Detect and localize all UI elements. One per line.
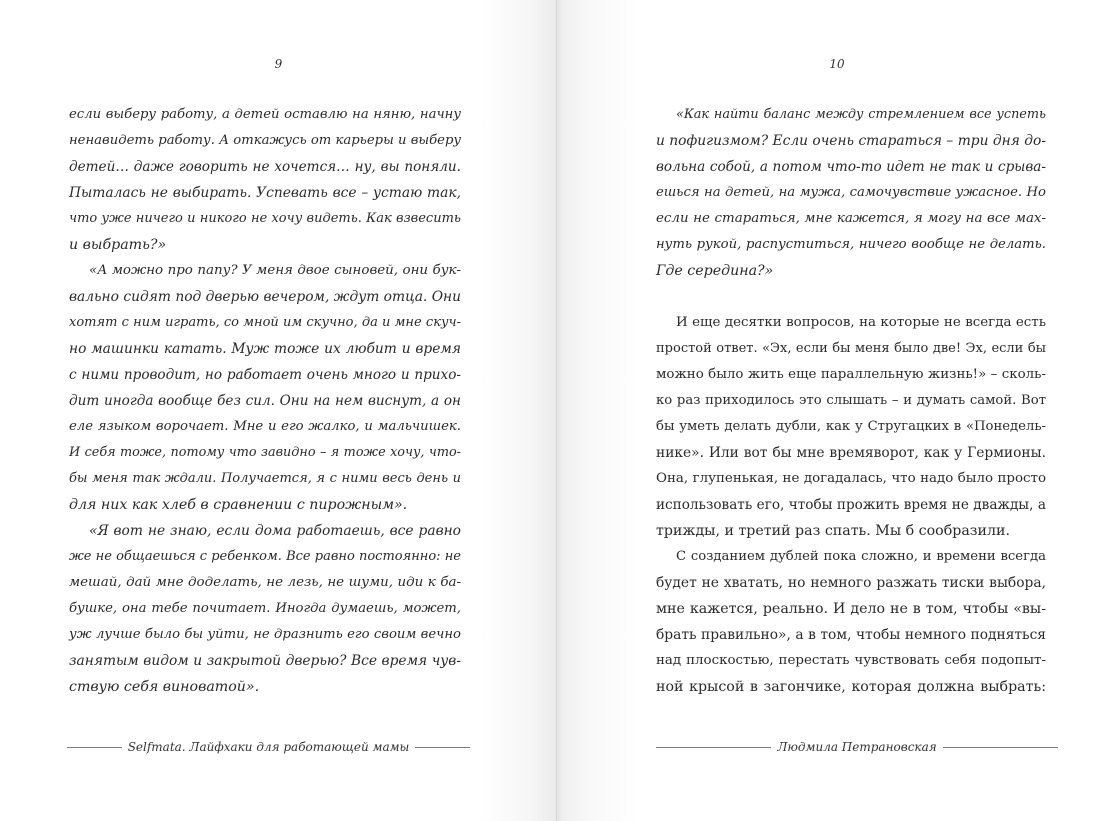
text-line: детей… даже говорить не хочется… ну, вы поняли. [69,159,461,175]
page-number: 9 [274,57,283,71]
text-line: будет не хватать, но немного разжать тиски выбора, [656,575,1046,591]
text-line: над плоскостью, перестать чувствовать себя подопыт- [656,653,1046,668]
text-line: можно было жить еще параллельную жизнь!» – сколь- [656,367,1046,382]
text-line: Пыталась не выбирать. Успевать все – устаю так, [69,185,461,201]
paragraph [656,544,1046,700]
text-line: если выберу работу, а детей оставлю на няню, начну [69,107,461,122]
text-line: хотят с ним играть, со мной им скучно, да и мне скуч- [69,315,461,330]
text-line: мешай, дай мне доделать, не лезь, не шуми, иди к ба- [69,575,461,590]
text-line: дит иногда вообще без сил. Они на нем виснут, а он [69,393,461,409]
text-line: брать правильно», а в том, чтобы немного подняться [656,627,1046,643]
text-line: нике». Или вот бы мне времяворот, как у Гермионы. [656,445,1046,461]
text-line: и выбрать?» [69,237,167,253]
footer-rule-left [656,747,771,748]
text-line: вально сидят под дверью вечером, ждут отца. Они [69,289,461,305]
paragraph [69,518,461,700]
running-footer-author [656,738,1058,756]
text-line: использовать его, чтобы прожить время не дважды, а [656,497,1046,513]
text-line: и пофигизмом? Если очень стараться – три дня до- [656,133,1046,149]
text-line: простой ответ. «Эх, если бы меня было две! Эх, если бы [656,341,1046,356]
text-line: С созданием дублей пока сложно, и времени всегда [676,549,1046,564]
paragraph [69,102,461,258]
text-line: Она, глупенькая, не догадалась, что надо было просто [656,471,1046,486]
text-line: вольна собой, а потом что-то идет не так и срыва- [656,159,1046,175]
footer-rule-right [415,747,470,748]
text-line: «Я вот не знаю, если дома работаешь, все равно [89,523,461,539]
paragraph [656,310,1046,544]
text-line: И себя тоже, потому что завидно – я тоже хочу, что- [69,445,461,460]
text-line: уж лучше было бы уйти, не дразнить его своим вечно [69,627,461,642]
text-line: что уже ничего и никого не хочу видеть. Как взвесить [69,211,461,226]
text-line: бы меня так ждали. Получается, я с ними весь день и [69,471,461,486]
left-page[interactable] [0,0,557,821]
page-body [69,102,461,700]
page-body [656,102,1046,700]
text-line: если не стараться, мне кажется, я могу на все мах- [656,211,1046,226]
text-line: еле языком ворочает. Мне и его жалко, и мальчишек. [69,419,461,434]
text-line: ко раз приходилось это слышать – и думать самой. Вот [656,393,1046,408]
running-footer-book-title [67,738,470,756]
text-line: Где середина?» [656,263,774,279]
text-line: «А можно про папу? У меня двое сыновей, они бук- [89,263,461,278]
text-line: с ними проводит, но работает очень много и прихо- [69,367,461,383]
right-page[interactable] [557,0,1117,821]
text-line: же не общаешься с ребенком. Все равно постоянно: не [69,549,461,564]
paragraph [69,258,461,518]
text-line: ной крысой в загончике, которая должна выбрать: [656,679,1046,695]
text-line: ешься на детей, на мужа, самочувствие ужасное. Но [656,185,1046,200]
text-line: бы уметь делать дубли, как у Стругацких в «Понедель- [656,419,1046,434]
text-line: для них как хлеб в сравнении с пирожным». [69,497,408,513]
text-line: мне кажется, реально. И дело не в том, чтобы «вы- [656,601,1046,617]
text-line: бушке, она тебе почитает. Иногда думаешь, может, [69,601,461,616]
author-name: Людмила Петрановская [777,740,937,754]
text-line: ствую себя виноватой». [69,679,260,695]
text-line: трижды, и третий раз спать. Мы б сообразили. [656,523,1010,539]
text-line: нуть рукой, распуститься, ничего вообще не делать. [656,237,1046,252]
text-line: И еще десятки вопросов, на которые не всегда есть [676,315,1046,330]
text-line: но машинки катать. Муж тоже их любит и время [69,341,461,357]
text-line: занятым видом и закрытой дверью? Все время чув- [69,653,461,669]
book-title: Selfmata. Лайфхаки для работающей мамы [127,740,410,754]
footer-rule-right [943,747,1058,748]
book-gutter [556,0,557,821]
footer-rule-left [67,747,122,748]
paragraph [656,102,1046,284]
text-line: ненавидеть работу. А откажусь от карьеры и выберу [69,133,462,148]
page-number: 10 [829,57,845,71]
text-line: «Как найти баланс между стремлением все успеть [676,107,1046,122]
